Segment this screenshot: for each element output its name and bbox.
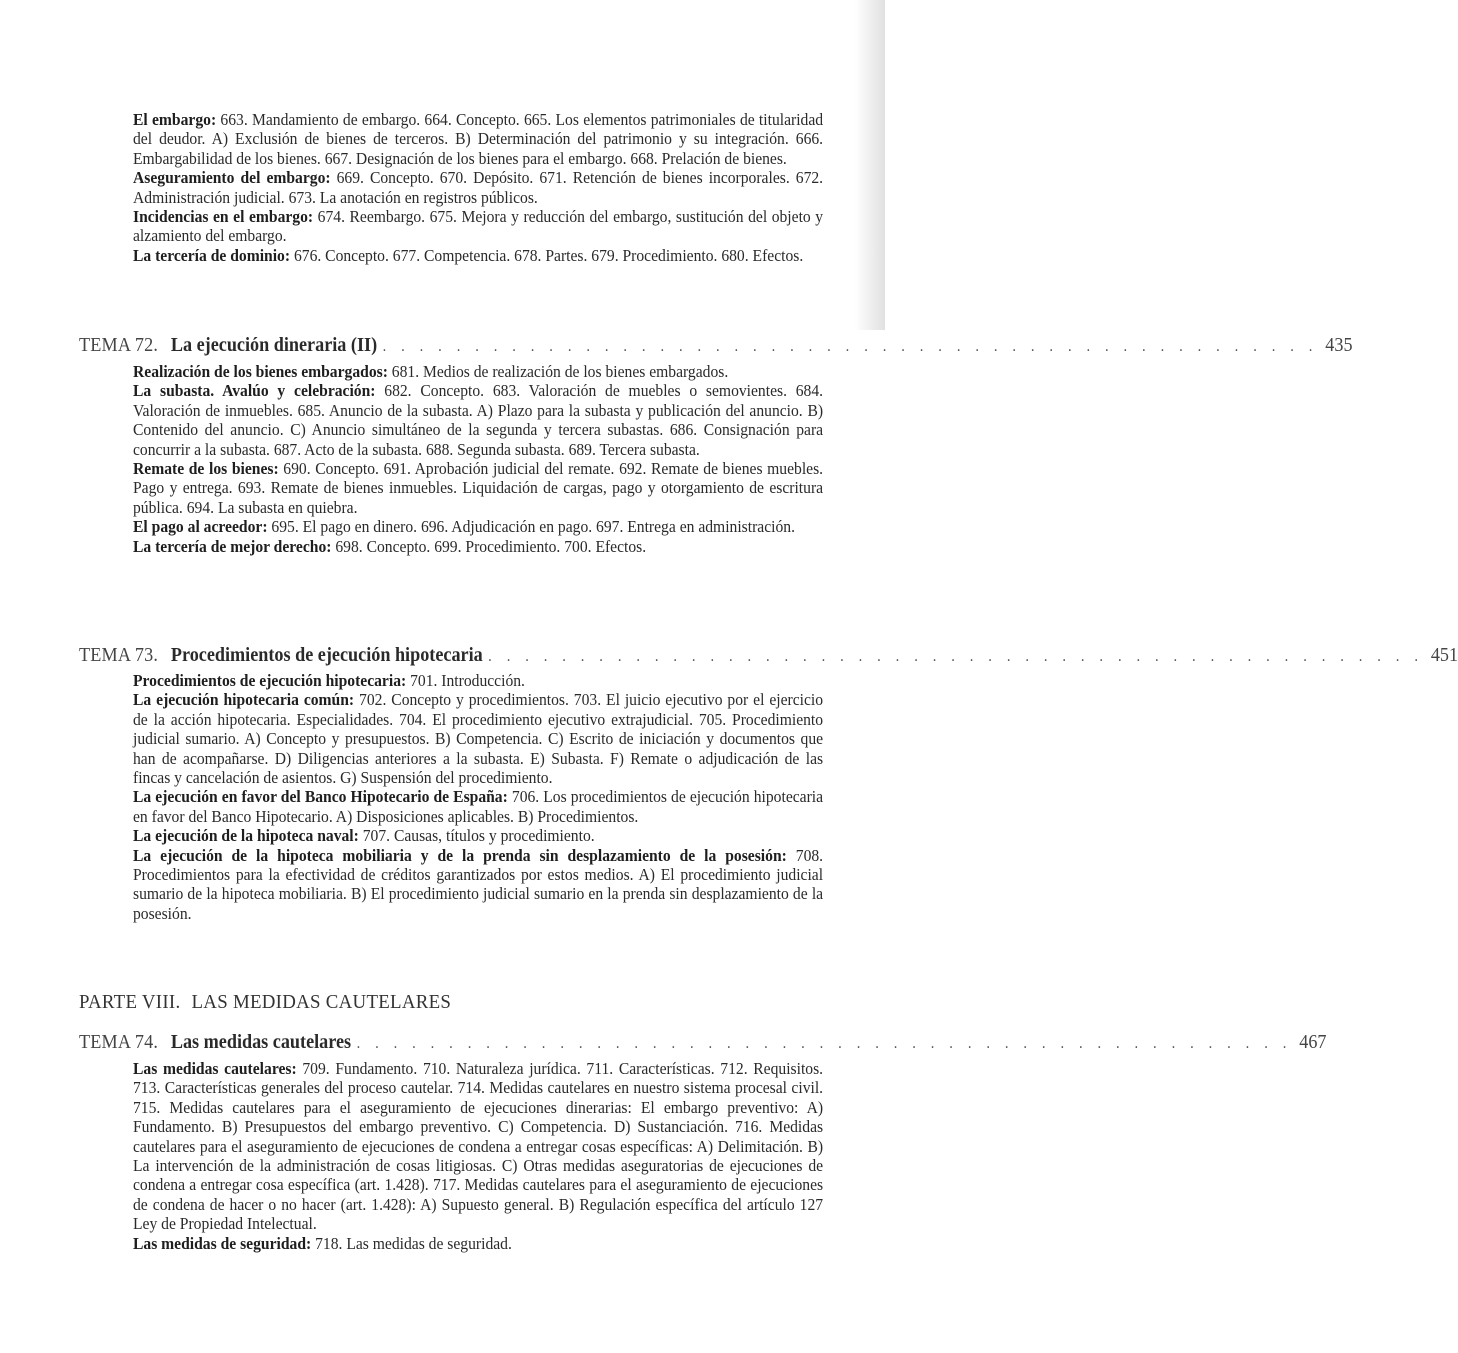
entry-text: 706. Los procedimientos de ejecución hipotecaria en favor del Banco Hipotecario. A) Disposiciones aplicables. B) Procedimientos.	[133, 787, 824, 826]
entry-text: 681. Medios de realización de los bienes embargados.	[387, 362, 729, 381]
entry	[133, 1234, 823, 1253]
entry-heading: La ejecución de la hipoteca naval:	[133, 826, 359, 846]
entry-heading: Las medidas de seguridad:	[133, 1233, 312, 1253]
page-number: 435	[1325, 334, 1353, 356]
page-number: 467	[1299, 1031, 1327, 1053]
entry-heading: Incidencias en el embargo:	[133, 207, 314, 227]
entry-text: 702. Concepto y procedimientos. 703. El juicio ejecutivo por el ejercicio de la acción hipotecaria. Especialidades. 704. El procedimiento ejecutivo extrajudicial. 705. Procedimiento judicial sumario. A) Concepto y presupuestos. B) Competencia. C) Escrito de iniciación y documentos que han de acompañarse. D) Diligencias anteriores a la subasta. E) Subasta. F) Remate o adjudicación de las fincas y cancelación de asientos. G) Suspensión del procedimiento.	[133, 690, 824, 788]
entry-text: 674. Reembargo. 675. Mejora y reducción del embargo, sustitución del objeto y alzamiento del embargo.	[133, 207, 824, 246]
entry-text: 701. Introducción.	[406, 671, 525, 690]
entry-heading: La ejecución en favor del Banco Hipotecario de España:	[133, 787, 508, 807]
toc-heading-tema-74[interactable]	[79, 1030, 1327, 1054]
tema-title: Las medidas cautelares	[170, 1031, 352, 1053]
entry-heading: El embargo:	[133, 110, 217, 129]
entry-heading: La tercería de mejor derecho:	[133, 536, 332, 556]
entry-aseguramiento	[133, 168, 823, 207]
tema-number: TEMA 72.	[79, 334, 159, 356]
entry	[133, 459, 823, 517]
dot-leader: . . . . . . . . . . . . . . . . . . . . . . . . . . . . . . . . . . . . . . . . . . . . . . . . . . .	[356, 1035, 1292, 1052]
tema-72-entries	[133, 362, 823, 556]
entry	[133, 846, 823, 924]
part-label: PARTE VIII.	[79, 991, 181, 1013]
entry-heading: El pago al acreedor:	[133, 517, 268, 537]
entry-terceria-dominio	[133, 246, 823, 265]
toc-heading-tema-73[interactable]	[79, 643, 1458, 667]
toc-heading-tema-72[interactable]	[79, 333, 1353, 357]
entry-heading: La ejecución de la hipoteca mobiliaria y de la prenda sin desplazamiento de la posesión:	[133, 845, 787, 865]
entry-text: 698. Concepto. 699. Procedimiento. 700. Efectos.	[331, 536, 647, 556]
entry	[133, 381, 823, 459]
entry-incidencias	[133, 207, 823, 246]
entry-heading: Aseguramiento del embargo:	[133, 168, 331, 188]
part-heading	[79, 990, 451, 1014]
entry	[133, 787, 823, 826]
entry-text: 709. Fundamento. 710. Naturaleza jurídica. 711. Características. 712. Requisitos. 713. Características generales del proceso cautelar. 714. Medidas cautelares en nuestro sistema procesal civil. 715. Medidas cautelares para el aseguramiento de ejecuciones dinerarias: El embargo preventivo: A) Fundamento. B) Presupuestos del embargo preventivo. C) Competencia. D) Sustanciación. 716. Medidas cautelares para el aseguramiento de ejecuciones de condena a entregar cosas específicas: A) Delimitación. B) La intervención de la administración de cosas litigiosas. C) Otras medidas aseguratorias de ejecuciones de condena a entregar cosa específica (art. 1.428). 717. Medidas cautelares para el aseguramiento de ejecuciones de condena de hacer o no hacer (art. 1.428): A) Supuesto general. B) Regulación específica del artículo 127 Ley de Propiedad Intelectual.	[133, 1059, 824, 1234]
entry-text: 669. Concepto. 670. Depósito. 671. Retención de bienes incorporales. 672. Administración judicial. 673. La anotación en registros públicos.	[133, 168, 824, 207]
entry-text: 695. El pago en dinero. 696. Adjudicación en pago. 697. Entrega en administración.	[267, 517, 795, 537]
tema-74-entries	[133, 1059, 823, 1253]
page-number: 451	[1430, 644, 1458, 666]
entry	[133, 690, 823, 787]
tema-number: TEMA 74.	[79, 1031, 159, 1053]
entry	[133, 362, 823, 381]
entry-text: 708. Procedimientos para la efectividad de créditos garantizados por estos medios. A) El procedimiento judicial sumario de la hipoteca mobiliaria. B) El procedimiento judicial sumario en la prenda sin desplazamiento de la posesión.	[133, 845, 824, 923]
entry-heading: La subasta. Avalúo y celebración:	[133, 381, 376, 401]
part-title: LAS MEDIDAS CAUTELARES	[191, 991, 452, 1013]
entry-heading: La ejecución hipotecaria común:	[133, 690, 355, 710]
tema-number: TEMA 73.	[79, 644, 159, 666]
dot-leader: . . . . . . . . . . . . . . . . . . . . . . . . . . . . . . . . . . . . . . . . . . . . . . . . . . .	[488, 648, 1424, 665]
entry-text: 676. Concepto. 677. Competencia. 678. Partes. 679. Procedimiento. 680. Efectos.	[290, 245, 804, 265]
entry	[133, 517, 823, 536]
entry-heading: Procedimientos de ejecución hipotecaria:	[133, 671, 407, 690]
tema-73-entries	[133, 671, 823, 923]
entry-text: 718. Las medidas de seguridad.	[311, 1233, 512, 1253]
entry-text: 707. Causas, títulos y procedimiento.	[358, 826, 595, 846]
intro-section	[133, 110, 823, 265]
dot-leader: . . . . . . . . . . . . . . . . . . . . . . . . . . . . . . . . . . . . . . . . . . . . . . . . . . .	[382, 338, 1319, 355]
entry-text: 682. Concepto. 683. Valoración de muebles o semovientes. 684. Valoración de inmuebles. 685. Anuncio de la subasta. A) Plazo para la subasta y publicación del anuncio. B) Contenido del anuncio. C) Anuncio simultáneo de la segunda y tercera subastas. 686. Consignación para concurrir a la subasta. 687. Acto de la subasta. 688. Segunda subasta. 689. Tercera subasta.	[133, 381, 824, 459]
entry	[133, 1059, 823, 1234]
entry	[133, 671, 823, 690]
tema-title: Procedimientos de ejecución hipotecaria	[170, 644, 483, 666]
entry-el-embargo	[133, 110, 823, 168]
entry-text: 690. Concepto. 691. Aprobación judicial del remate. 692. Remate de bienes muebles. Pago y entrega. 693. Remate de bienes inmuebles. Liquidación de cargas, pago y otorgamiento de escritura pública. 694. La subasta en quiebra.	[133, 459, 824, 517]
page-edge-shadow	[855, 0, 885, 330]
entry-heading: Remate de los bienes:	[133, 459, 279, 479]
entry	[133, 537, 823, 556]
entry	[133, 826, 823, 845]
entry-text: 663. Mandamiento de embargo. 664. Concepto. 665. Los elementos patrimoniales de titularidad del deudor. A) Exclusión de bienes de terceros. B) Determinación del patrimonio y su integración. 666. Embargabilidad de los bienes. 667. Designación de los bienes para el embargo. 668. Prelación de bienes.	[133, 110, 824, 168]
entry-heading: Realización de los bienes embargados:	[133, 362, 388, 381]
tema-title: La ejecución dineraria (II)	[170, 334, 378, 356]
entry-heading: La tercería de dominio:	[133, 245, 291, 265]
entry-heading: Las medidas cautelares:	[133, 1059, 297, 1078]
